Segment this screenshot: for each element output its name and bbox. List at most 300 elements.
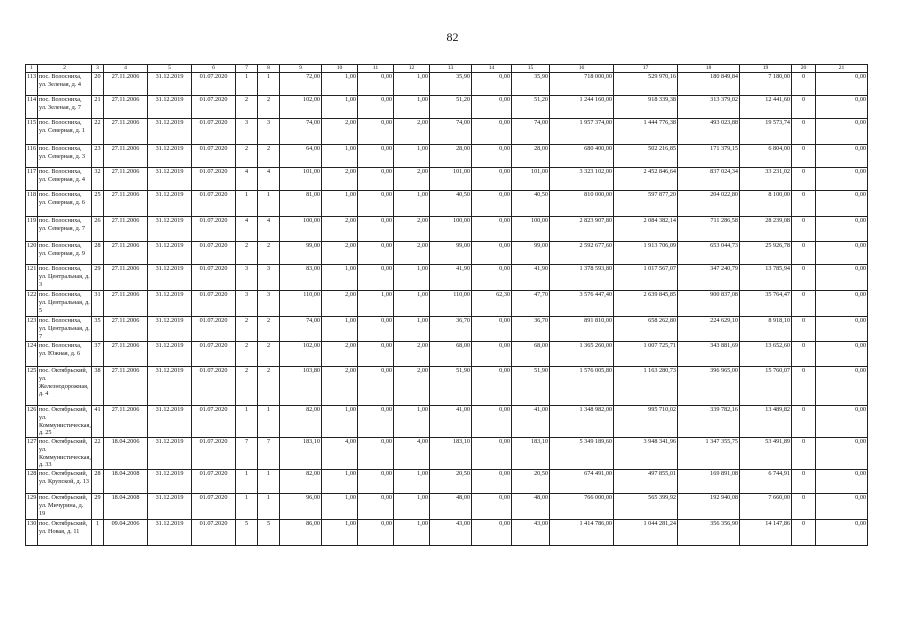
table-cell: 51,90 [512, 367, 550, 406]
table-cell: 21 [92, 96, 104, 119]
table-cell: 396 965,00 [678, 367, 740, 406]
column-number: 10 [322, 65, 358, 73]
table-cell: 0,00 [816, 438, 868, 470]
table-cell: 1,00 [394, 145, 430, 168]
table-cell: 169 891,08 [678, 470, 740, 494]
table-cell: 62,30 [472, 291, 512, 317]
table-cell: 27.11.2006 [104, 217, 148, 242]
table-cell: 99,00 [280, 242, 322, 265]
table-cell: 31.12.2019 [148, 119, 192, 145]
table-cell: пос. Волосниха, ул. Северная, д. 1 [38, 119, 92, 145]
table-cell: 01.07.2020 [192, 470, 236, 494]
table-cell: 31.12.2019 [148, 191, 192, 217]
column-number: 3 [92, 65, 104, 73]
table-cell: 1 576 005,80 [550, 367, 614, 406]
table-cell: 0,00 [472, 168, 512, 191]
table-cell: 1 913 706,09 [614, 242, 678, 265]
table-cell: 0,00 [472, 96, 512, 119]
table-cell: пос. Волосниха, ул. Северная, д. 9 [38, 242, 92, 265]
table-cell: 0,00 [472, 317, 512, 342]
column-number-row [26, 65, 868, 73]
table-cell: 1 [236, 73, 258, 96]
table-cell: 2,00 [322, 242, 358, 265]
table-cell: 14 147,86 [740, 520, 792, 546]
table-cell: 1,00 [358, 291, 394, 317]
table-cell: 502 216,85 [614, 145, 678, 168]
table-cell: 13 489,82 [740, 406, 792, 438]
table-cell: 28 [92, 470, 104, 494]
table-cell: пос. Октябрьский, ул. Мичурина, д. 19 [38, 494, 92, 520]
table-cell: 356 356,90 [678, 520, 740, 546]
table-cell: 115 [26, 119, 38, 145]
table-cell: 0,00 [358, 145, 394, 168]
table-cell: 51,90 [430, 367, 472, 406]
table-cell: 41,90 [512, 265, 550, 291]
table-cell: 0,00 [358, 438, 394, 470]
table-cell: 0,00 [358, 367, 394, 406]
table-cell: 565 399,92 [614, 494, 678, 520]
table-row [26, 406, 868, 438]
table-cell: 125 [26, 367, 38, 406]
table-cell: 0,00 [816, 367, 868, 406]
table-cell: 1 017 567,07 [614, 265, 678, 291]
table-cell: 0,00 [816, 317, 868, 342]
table-cell: 83,00 [280, 265, 322, 291]
table-cell: 100,00 [512, 217, 550, 242]
table-cell: 116 [26, 145, 38, 168]
table-cell: 343 881,69 [678, 342, 740, 367]
table-row [26, 96, 868, 119]
table-cell: 19 573,74 [740, 119, 792, 145]
column-number: 8 [258, 65, 280, 73]
table-cell: 995 710,02 [614, 406, 678, 438]
table-cell: 2 [258, 96, 280, 119]
table-cell: 1 378 593,80 [550, 265, 614, 291]
table-cell: 6 804,00 [740, 145, 792, 168]
table-cell: 0 [792, 494, 816, 520]
table-cell: 100,00 [280, 217, 322, 242]
table-cell: 27.11.2006 [104, 73, 148, 96]
table-cell: 2,00 [394, 342, 430, 367]
column-number: 19 [740, 65, 792, 73]
table-cell: 680 400,00 [550, 145, 614, 168]
table-cell: 27.11.2006 [104, 168, 148, 191]
table-cell: 1 163 280,73 [614, 367, 678, 406]
table-cell: 0 [792, 406, 816, 438]
table-cell: 0 [792, 342, 816, 367]
table-cell: 0,00 [472, 73, 512, 96]
table-cell: 48,00 [512, 494, 550, 520]
table-cell: 20,50 [512, 470, 550, 494]
table-cell: 4 [236, 168, 258, 191]
table-cell: 1 [258, 191, 280, 217]
table-cell: 0,00 [816, 265, 868, 291]
table-cell: 74,00 [430, 119, 472, 145]
table-cell: 40,50 [430, 191, 472, 217]
table-cell: 121 [26, 265, 38, 291]
table-cell: 0 [792, 73, 816, 96]
table-cell: 40,50 [512, 191, 550, 217]
table-cell: 0,00 [816, 119, 868, 145]
table-cell: 01.07.2020 [192, 96, 236, 119]
table-cell: 20 [92, 73, 104, 96]
table-cell: 31.12.2019 [148, 317, 192, 342]
table-cell: 1,00 [394, 406, 430, 438]
column-number: 2 [38, 65, 92, 73]
table-cell: 86,00 [280, 520, 322, 546]
table-cell: 2,00 [322, 342, 358, 367]
table-cell: 529 970,16 [614, 73, 678, 96]
table-cell: 31.12.2019 [148, 168, 192, 191]
table-cell: 0 [792, 520, 816, 546]
table-cell: 114 [26, 96, 38, 119]
table-cell: 1,00 [394, 73, 430, 96]
table-cell: 31.12.2019 [148, 406, 192, 438]
table-cell: 0,00 [816, 494, 868, 520]
table-cell: 01.07.2020 [192, 520, 236, 546]
table-row [26, 119, 868, 145]
table-cell: 101,00 [280, 168, 322, 191]
column-number: 12 [394, 65, 430, 73]
column-number: 1 [26, 65, 38, 73]
table-row [26, 191, 868, 217]
table-cell: 18.04.2008 [104, 470, 148, 494]
table-cell: 0,00 [358, 494, 394, 520]
table-cell: 0,00 [358, 317, 394, 342]
table-cell: 1 444 776,38 [614, 119, 678, 145]
table-cell: 2 [258, 145, 280, 168]
table-cell: 653 044,73 [678, 242, 740, 265]
table-cell: 110,00 [280, 291, 322, 317]
table-cell: 128 [26, 470, 38, 494]
column-number: 6 [192, 65, 236, 73]
table-cell: 28 239,08 [740, 217, 792, 242]
table-cell: 31.12.2019 [148, 145, 192, 168]
table-cell: 27.11.2006 [104, 96, 148, 119]
table-cell: 119 [26, 217, 38, 242]
table-cell: 29 [92, 265, 104, 291]
table-cell: пос. Октябрьский, ул. Крупской, д. 13 [38, 470, 92, 494]
table-cell: 3 [236, 119, 258, 145]
table-cell: пос. Октябрьский, ул. Новая, д. 11 [38, 520, 92, 546]
table-cell: пос. Волосниха, ул. Северная, д. 6 [38, 191, 92, 217]
table-cell: 1 [258, 494, 280, 520]
table-cell: 2,00 [322, 119, 358, 145]
table-cell: 766 000,00 [550, 494, 614, 520]
column-number: 17 [614, 65, 678, 73]
table-cell: 118 [26, 191, 38, 217]
table-cell: 718 000,00 [550, 73, 614, 96]
table-cell: 900 837,08 [678, 291, 740, 317]
table-cell: 31.12.2019 [148, 367, 192, 406]
table-cell: 26 [92, 217, 104, 242]
table-cell: 0,00 [472, 217, 512, 242]
table-cell: 22 [92, 438, 104, 470]
table-cell: 180 849,84 [678, 73, 740, 96]
table-cell: 0,00 [472, 438, 512, 470]
table-cell: 2 [236, 145, 258, 168]
table-cell: 01.07.2020 [192, 406, 236, 438]
table-cell: 0,00 [358, 242, 394, 265]
table-cell: 99,00 [430, 242, 472, 265]
table-cell: 2,00 [322, 291, 358, 317]
table-cell: 0,00 [816, 73, 868, 96]
table-cell: 51,20 [430, 96, 472, 119]
table-cell: 837 024,34 [678, 168, 740, 191]
table-cell: 0,00 [816, 291, 868, 317]
table-cell: 28,00 [512, 145, 550, 168]
column-number: 18 [678, 65, 740, 73]
table-cell: 41 [92, 406, 104, 438]
table-cell: 15 760,07 [740, 367, 792, 406]
table-cell: 1,00 [394, 494, 430, 520]
table-cell: 35,90 [512, 73, 550, 96]
table-cell: 1 244 160,00 [550, 96, 614, 119]
table-cell: 01.07.2020 [192, 265, 236, 291]
table-cell: 1 [236, 191, 258, 217]
table-cell: 1,00 [322, 520, 358, 546]
table-cell: пос. Волосниха, ул. Центральная, д. 7 [39, 317, 90, 340]
table-cell: 31.12.2019 [148, 470, 192, 494]
table-cell: 2,00 [394, 367, 430, 406]
table-cell: 1,00 [394, 96, 430, 119]
table-cell: 64,00 [280, 145, 322, 168]
table-cell: 3 [236, 265, 258, 291]
table-cell: 0,00 [358, 342, 394, 367]
table-cell: 01.07.2020 [192, 438, 236, 470]
table-cell: 918 339,38 [614, 96, 678, 119]
table-cell: 1 [258, 470, 280, 494]
table-cell: 4 [258, 168, 280, 191]
table-cell: 6 744,91 [740, 470, 792, 494]
table-cell: 0,00 [816, 342, 868, 367]
table-cell: 1,00 [322, 145, 358, 168]
table-row [26, 438, 868, 470]
table-cell: 1 348 982,00 [550, 406, 614, 438]
table-cell: 0,00 [358, 96, 394, 119]
table-cell: 0 [792, 265, 816, 291]
table-cell: 27.11.2006 [104, 367, 148, 406]
table-cell: 2 639 845,85 [614, 291, 678, 317]
table-cell: 0,00 [358, 73, 394, 96]
table-row [26, 317, 868, 342]
table-cell: 3 [258, 265, 280, 291]
table-cell: 72,00 [280, 73, 322, 96]
table-cell: 2,00 [322, 367, 358, 406]
table-cell: 1,00 [322, 406, 358, 438]
table-cell: 41,00 [512, 406, 550, 438]
table-cell: 74,00 [280, 317, 322, 342]
table-cell: 0,00 [816, 242, 868, 265]
table-cell: 1,00 [322, 470, 358, 494]
table-cell: 43,00 [512, 520, 550, 546]
table-cell: 711 286,58 [678, 217, 740, 242]
table-cell: 37 [92, 342, 104, 367]
table-cell: 2 592 677,60 [550, 242, 614, 265]
table-cell: 01.07.2020 [192, 145, 236, 168]
table-cell: 102,00 [280, 342, 322, 367]
table-cell: 0,00 [358, 119, 394, 145]
table-cell: 2,00 [394, 168, 430, 191]
table-cell: 1 [258, 73, 280, 96]
table-cell: 29 [92, 494, 104, 520]
table-cell: 27.11.2006 [104, 242, 148, 265]
table-cell: 48,00 [430, 494, 472, 520]
table-cell: 4,00 [322, 438, 358, 470]
table-cell: 31.12.2019 [148, 73, 192, 96]
column-number: 15 [512, 65, 550, 73]
column-number: 11 [358, 65, 394, 73]
table-cell: 1 [92, 520, 104, 546]
table-cell: 171 379,15 [678, 145, 740, 168]
column-number: 13 [430, 65, 472, 73]
table-cell: 0 [792, 367, 816, 406]
table-row [26, 470, 868, 494]
table-cell: 2,00 [322, 168, 358, 191]
table-cell: 674 491,00 [550, 470, 614, 494]
table-cell: 2,00 [394, 119, 430, 145]
table-cell: 0,00 [358, 520, 394, 546]
table-cell: 1 365 260,00 [550, 342, 614, 367]
table-cell: 31.12.2019 [148, 494, 192, 520]
column-number: 7 [236, 65, 258, 73]
table-cell: 31.12.2019 [148, 438, 192, 470]
table-cell: 130 [26, 520, 38, 546]
table-cell: 7 660,00 [740, 494, 792, 520]
table-row [26, 520, 868, 546]
table-cell: 1 [236, 494, 258, 520]
table-cell: 2 452 846,64 [614, 168, 678, 191]
table-cell: 31.12.2019 [148, 265, 192, 291]
table-cell: 0,00 [816, 406, 868, 438]
table-cell: пос. Волосниха, ул. Центральная, д. 3 [38, 265, 92, 291]
table-cell: 129 [26, 494, 38, 520]
table-cell: 8 918,10 [740, 317, 792, 342]
table-cell: 0,00 [472, 520, 512, 546]
table-cell: 31.12.2019 [148, 217, 192, 242]
table-cell: 224 629,10 [678, 317, 740, 342]
table-cell: 1,00 [394, 265, 430, 291]
table-cell: 41,00 [430, 406, 472, 438]
table-cell: 126 [26, 406, 38, 438]
table-cell: 2 [258, 317, 280, 342]
table-cell: 82,00 [280, 406, 322, 438]
table-cell: 117 [26, 168, 38, 191]
table-cell: 23 [92, 145, 104, 168]
table-cell: 01.07.2020 [192, 317, 236, 342]
table-cell: 103,80 [280, 367, 322, 406]
table-cell: 1,00 [322, 317, 358, 342]
table-cell: 0 [792, 191, 816, 217]
table-cell: пос. Октябрьский, ул. Коммунистическая, д. 33 [39, 438, 91, 469]
table-cell: 1 007 725,71 [614, 342, 678, 367]
table-cell: 7 [258, 438, 280, 470]
table-cell: 123 [26, 317, 38, 342]
table-cell: 183,10 [512, 438, 550, 470]
table-cell: 2 [236, 317, 258, 342]
table-cell: 493 023,88 [678, 119, 740, 145]
table-cell: 1 044 281,24 [614, 520, 678, 546]
table-cell: 2 [236, 342, 258, 367]
table-cell: 68,00 [430, 342, 472, 367]
table-cell: 1,00 [322, 96, 358, 119]
table-cell: 0,00 [472, 406, 512, 438]
table-row [26, 265, 868, 291]
table-cell: 1,00 [394, 191, 430, 217]
table-cell: пос. Волосниха, ул. Зеленая, д. 7 [38, 96, 92, 119]
table-cell: 01.07.2020 [192, 342, 236, 367]
table-cell: 0,00 [472, 145, 512, 168]
table-cell: 0,00 [472, 367, 512, 406]
table-row [26, 73, 868, 96]
table-cell: 01.07.2020 [192, 191, 236, 217]
table-cell: 8 100,00 [740, 191, 792, 217]
table-cell: 0 [792, 145, 816, 168]
table-cell: 82,00 [280, 470, 322, 494]
table-cell: 5 349 189,60 [550, 438, 614, 470]
table-cell: 18.04.2008 [104, 494, 148, 520]
table-cell: 31.12.2019 [148, 342, 192, 367]
table-cell: 31 [92, 291, 104, 317]
table-row [26, 242, 868, 265]
table-row [26, 367, 868, 406]
table-cell: 3 [236, 291, 258, 317]
table-cell: 22 [92, 119, 104, 145]
table-cell: 25 [92, 191, 104, 217]
table-cell: 01.07.2020 [192, 367, 236, 406]
column-number: 14 [472, 65, 512, 73]
table-cell: 41,90 [430, 265, 472, 291]
table-cell: 7 [236, 438, 258, 470]
table-cell: 4 [258, 217, 280, 242]
table-cell: 0,00 [358, 265, 394, 291]
table-cell: 0 [792, 96, 816, 119]
table-cell: 597 877,20 [614, 191, 678, 217]
table-cell: 0 [792, 242, 816, 265]
table-cell: 0,00 [472, 242, 512, 265]
table-cell: 4,00 [394, 438, 430, 470]
table-cell: 2 [236, 367, 258, 406]
table-cell: пос. Волосниха, ул. Центральная, д. 5 [38, 291, 92, 317]
column-number: 5 [148, 65, 192, 73]
table-cell: 124 [26, 342, 38, 367]
table-cell: 0 [792, 291, 816, 317]
table-cell: 01.07.2020 [192, 217, 236, 242]
table-cell: 204 022,80 [678, 191, 740, 217]
table-cell: пос. Волосниха, ул. Зеленая, д. 4 [38, 73, 92, 96]
table-cell: 1 414 786,00 [550, 520, 614, 546]
table-cell: 0,00 [358, 406, 394, 438]
table-cell: 13 785,94 [740, 265, 792, 291]
table-cell: 74,00 [512, 119, 550, 145]
table-cell: 27.11.2006 [104, 317, 148, 342]
table-cell: 81,00 [280, 191, 322, 217]
table-cell: 27.11.2006 [104, 119, 148, 145]
table-cell: 27.11.2006 [104, 191, 148, 217]
table-cell: 0,00 [816, 96, 868, 119]
housing-register-table [25, 64, 868, 546]
table-cell: 01.07.2020 [192, 242, 236, 265]
table-cell: 0 [792, 317, 816, 342]
table-cell: 31.12.2019 [148, 291, 192, 317]
table-cell: 101,00 [430, 168, 472, 191]
table-row [26, 145, 868, 168]
table-cell: 01.07.2020 [192, 291, 236, 317]
table-cell: 27.11.2006 [104, 342, 148, 367]
column-number: 9 [280, 65, 322, 73]
table-cell: 38 [92, 367, 104, 406]
table-cell: 0 [792, 168, 816, 191]
